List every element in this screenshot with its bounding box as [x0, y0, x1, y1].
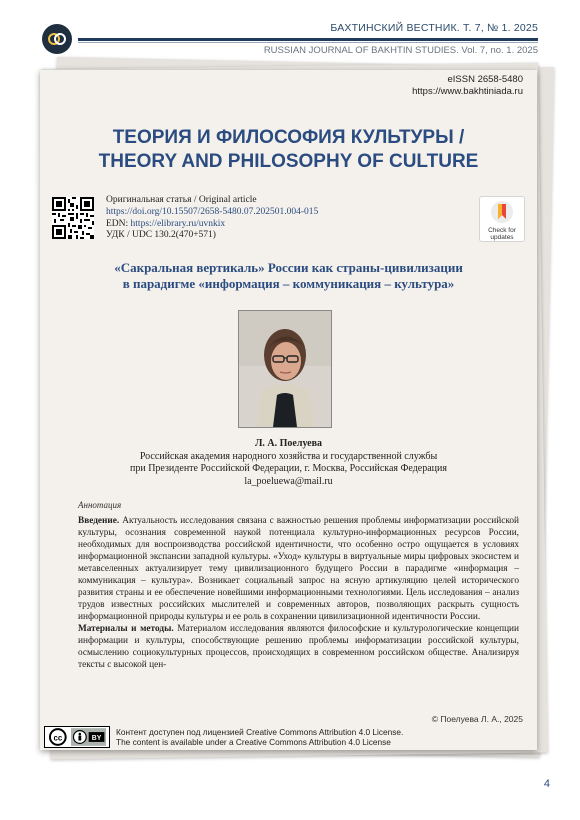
article-title-line1: «Сакральная вертикаль» России как страны-цивилизации	[114, 260, 463, 275]
edn-link[interactable]: https://elibrary.ru/uvnkix	[130, 218, 226, 229]
author-email[interactable]: la_poeluewa@mail.ru	[244, 475, 333, 487]
eissn: eISSN 2658-5480	[447, 74, 523, 85]
introduction-text: Актуальность исследования связана с важностью решения проблемы информатизации российской культуры, осознания современной наукой потенциала культурно-информационных ресурсов России, необходимых для воспроизводства российской идентичности, что особенно остро ощущается в условиях информационной экспансии западной культуры. «Уход» культуры в виртуальные миры цифровых экосистем и метавселенных актуализирует тему цивилизационного будущего России в парадигме «информация – коммуникация – культура». Возникает социальный запрос на ясную артикуляцию целей исторического развития страны и ее обеспечение новейшими информационными технологиями. Цель исследования – анализ трудов известных российских мыслителей и современных авторов, позволяющих раскрыть сущность информационной природы культуры и ее роль в сохранении цивилизационной идентичности России.	[78, 516, 519, 622]
article-title-line2: в парадигме «информация – коммуникация – культура»	[122, 276, 455, 291]
license-row	[44, 726, 403, 748]
crossmark-icon	[490, 200, 514, 224]
article-metadata	[106, 195, 318, 242]
methods-text: Материалом исследования являются философские и культурологические концепции информации и культуры, способствующие решению проблемы информатизации российской культуры, осмыслению социокультурных процессов, происходящих в современном российском обществе. Анализируя тексты с высокой цен-	[78, 624, 519, 670]
abstract-body	[78, 515, 519, 671]
article-title	[60, 260, 517, 292]
svg-text:BY: BY	[91, 734, 101, 742]
section-title-ru: ТЕОРИЯ И ФИЛОСОФИЯ КУЛЬТУРЫ /	[112, 127, 465, 148]
eissn-block	[412, 74, 523, 98]
check-for-updates-button[interactable]	[479, 196, 525, 242]
license-text-ru: Контент доступен под лицензией Creative Commons Attribution 4.0 License.	[116, 726, 404, 737]
article-type: Оригинальная статья / Original article	[106, 195, 257, 205]
check-updates-line2: updates	[490, 234, 514, 241]
check-updates-line1: Check for	[488, 226, 516, 234]
cc-by-license-icon[interactable]	[44, 726, 110, 748]
journal-title-ru: БАХТИНСКИЙ ВЕСТНИК. Т. 7, № 1. 2025	[330, 22, 538, 34]
section-title-en: THEORY AND PHILOSOPHY OF CULTURE	[98, 151, 479, 172]
qr-code-icon[interactable]	[52, 197, 94, 239]
journal-title-en: RUSSIAN JOURNAL OF BAKHTIN STUDIES. Vol. 7, no. 1. 2025	[263, 45, 538, 56]
abstract-introduction	[78, 515, 519, 623]
author-name: Л. А. Поелуева	[254, 438, 323, 449]
author-photo	[238, 310, 332, 428]
page-number: 4	[543, 778, 550, 790]
copyright-notice: © Поелуева Л. А., 2025	[431, 714, 523, 724]
edn-line	[106, 219, 318, 231]
header-rule	[78, 38, 538, 41]
journal-logo-icon	[42, 24, 72, 54]
journal-website[interactable]: https://www.bakhtiniada.ru	[412, 86, 523, 97]
author-block	[40, 438, 537, 488]
abstract-methods	[78, 623, 519, 671]
introduction-heading: Введение.	[78, 516, 120, 526]
article-first-page	[40, 70, 537, 750]
header-rule-thin	[78, 42, 538, 43]
methods-heading: Материалы и методы.	[78, 624, 174, 634]
udk: УДК / UDC 130.2(470+571)	[106, 230, 216, 241]
license-text-en: The content is available under a Creative Commons Attribution 4.0 License	[116, 737, 391, 747]
author-affiliation-line1: Российская академия народного хозяйства и государственной службы	[139, 450, 438, 462]
edn-label: EDN:	[106, 218, 131, 229]
doi-link[interactable]: https://doi.org/10.15507/2658-5480.07.202501.004-015	[106, 206, 319, 217]
svg-text:cc: cc	[53, 733, 63, 743]
abstract-label: Аннотация	[78, 500, 122, 510]
section-title	[40, 126, 537, 174]
license-text	[116, 727, 403, 748]
author-affiliation-line2: при Президенте Российской Федерации, г. Москва, Российская Федерация	[130, 463, 447, 474]
